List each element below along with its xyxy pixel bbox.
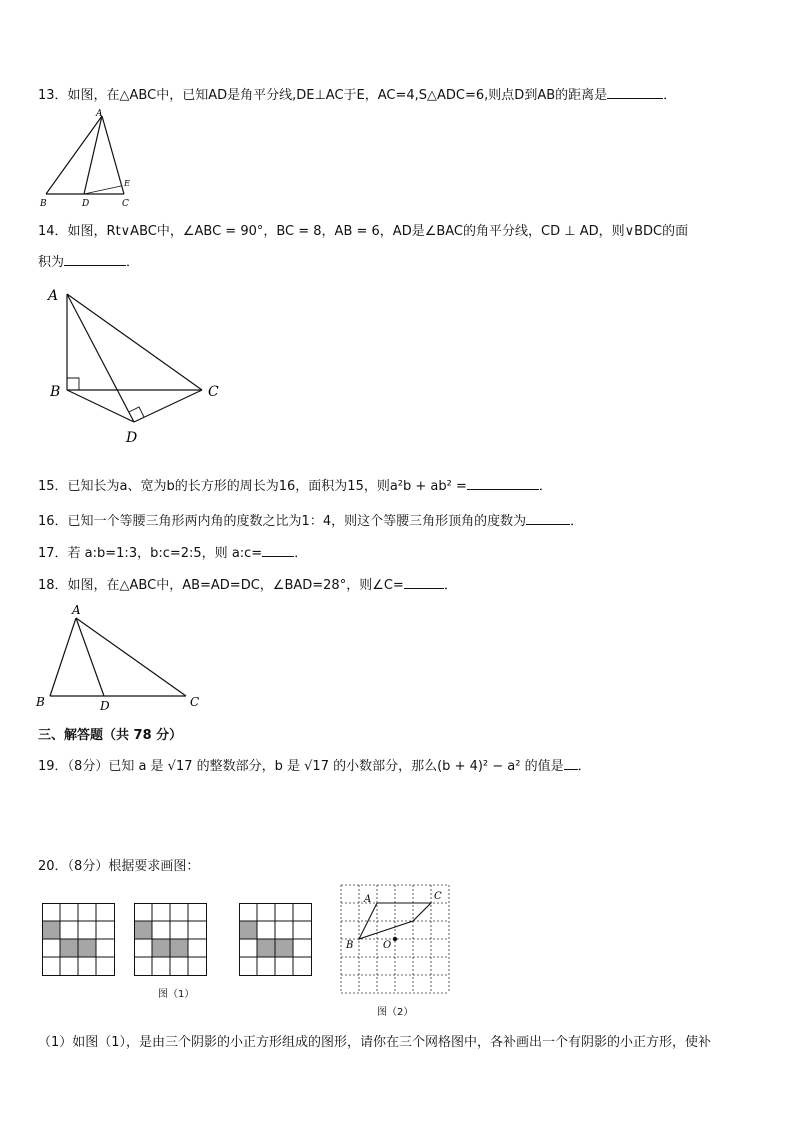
- fig20-label-a: A: [364, 894, 372, 905]
- q18-answer-blank[interactable]: [404, 576, 444, 589]
- q19-tail: ．: [577, 759, 591, 774]
- fig18-label-a: A: [72, 603, 81, 617]
- question-16: [38, 510, 583, 529]
- q16-tail: ．: [570, 514, 584, 529]
- fig18-label-d: D: [100, 699, 110, 713]
- fig14-label-b: B: [50, 384, 61, 400]
- fig13-label-c: C: [122, 199, 129, 209]
- figure-14: [42, 284, 232, 448]
- question-17: [38, 542, 307, 561]
- q19-text: 19．（8分）已知 a 是 √17 的整数部分，b 是 √17 的小数部分，那么(b + 4)² − a² 的值是: [38, 759, 564, 774]
- q17-tail: ．: [294, 546, 308, 561]
- question-20-part-1: [38, 1031, 711, 1050]
- q16-answer-blank[interactable]: [526, 512, 570, 525]
- figure-13: [36, 108, 142, 210]
- fig20-label-c: C: [434, 891, 442, 902]
- fig18-label-c: C: [190, 695, 200, 709]
- fig20-label-o: O: [383, 940, 392, 951]
- q14-answer-blank[interactable]: [64, 253, 126, 266]
- q18-tail: ．: [443, 578, 457, 593]
- q19-answer-blank[interactable]: [564, 757, 578, 770]
- figure-20-caption-1: 图（1）: [158, 989, 195, 1000]
- fig20-label-b: B: [346, 940, 354, 951]
- fig13-label-b: B: [40, 199, 47, 209]
- fig13-label-d: D: [82, 199, 90, 209]
- q13-tail: ．: [663, 88, 677, 103]
- figure-20-figure-2: [340, 884, 452, 996]
- q14-text: 14．如图，Rt∨ABC中，∠ABC = 90°，BC = 8，AB = 6，AD是∠BAC的角平分线，CD ⊥ AD，则∨BDC的面: [38, 224, 689, 239]
- q14-tail: ．: [126, 255, 140, 270]
- question-18: [38, 574, 457, 593]
- fig14-label-d: D: [126, 430, 138, 446]
- q20-text: 20．（8分）根据要求画图：: [38, 859, 200, 874]
- figure-20-grid-2: [134, 903, 208, 977]
- question-15: [38, 475, 552, 494]
- fig13-label-e: E: [124, 179, 130, 188]
- q13-text: 13．如图，在△ABC中，已知AD是角平分线,DE⊥AC于E，AC=4,S△ADC=6,则点D到AB的距离是: [38, 88, 608, 103]
- fig14-label-c: C: [208, 384, 219, 400]
- q15-tail: ．: [538, 479, 552, 494]
- question-14-line2: [38, 251, 139, 270]
- q14-line2: 积为: [38, 255, 65, 270]
- q13-answer-blank[interactable]: [607, 86, 663, 99]
- q18-text: 18．如图，在△ABC中，AB=AD=DC，∠BAD=28°，则∠C=: [38, 578, 404, 593]
- figure-20-grid-3: [239, 903, 313, 977]
- question-20: [38, 855, 199, 874]
- fig18-label-b: B: [36, 695, 45, 709]
- fig13-label-a: A: [96, 109, 103, 119]
- figure-20-caption-2: 图（2）: [377, 1007, 414, 1018]
- question-19: [38, 755, 591, 774]
- figure-18: [34, 602, 214, 714]
- question-14-line1: [38, 220, 688, 239]
- q15-text: 15．已知长为a、宽为b的长方形的周长为16，面积为15，则a²b + ab² =: [38, 479, 467, 494]
- section-3-heading: 三、解答题（共 78 分）: [38, 728, 183, 743]
- q15-answer-blank[interactable]: [467, 477, 539, 490]
- question-13: [38, 84, 676, 103]
- q17-answer-blank[interactable]: [262, 544, 294, 557]
- q20-part1-text: （1）如图（1），是由三个阴影的小正方形组成的图形，请你在三个网格图中，各补画出一个有阴影的小正方形，使补: [38, 1035, 712, 1050]
- q16-text: 16．已知一个等腰三角形两内角的度数之比为1：4，则这个等腰三角形顶角的度数为: [38, 514, 527, 529]
- q17-text: 17．若 a:b=1:3，b:c=2:5，则 a:c=: [38, 546, 263, 561]
- fig14-label-a: A: [48, 288, 59, 304]
- figure-20-grid-1: [42, 903, 116, 977]
